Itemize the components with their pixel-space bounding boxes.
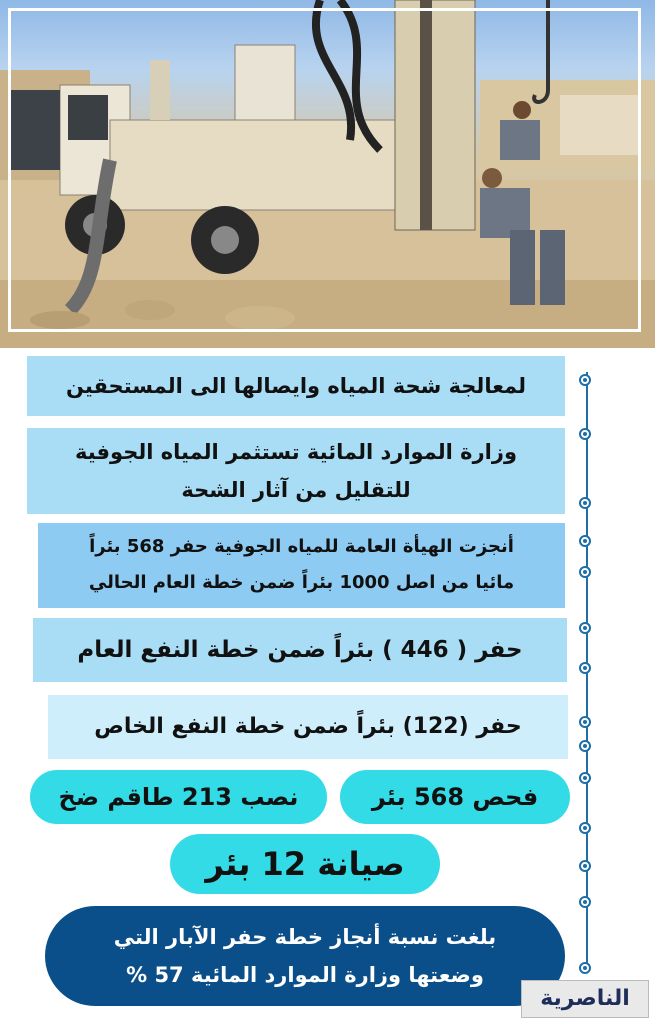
timeline-dot bbox=[579, 535, 591, 547]
public-benefit-box bbox=[33, 618, 567, 682]
private-benefit-text: حفر (122) بئراً ضمن خطة النفع الخاص bbox=[94, 714, 522, 739]
ministry-line-1: وزارة الموارد المائية تستثمر المياه الجوفية bbox=[74, 440, 517, 464]
private-benefit-box bbox=[48, 695, 568, 759]
timeline-dot bbox=[579, 662, 591, 674]
timeline-dot bbox=[579, 822, 591, 834]
timeline-dot bbox=[579, 622, 591, 634]
inspection-text: فحص 568 بئر bbox=[371, 783, 539, 811]
achievement-box bbox=[38, 523, 565, 608]
public-benefit-text: حفر ( 446 ) بئراً ضمن خطة النفع العام bbox=[77, 637, 523, 663]
timeline-dot bbox=[579, 716, 591, 728]
headline-box bbox=[27, 356, 565, 416]
pumps-text: نصب 213 طاقم ضخ bbox=[58, 783, 299, 811]
pumps-pill bbox=[30, 770, 327, 824]
timeline-dot bbox=[579, 772, 591, 784]
completion-line-1: بلغت نسبة أنجاز خطة حفر الآبار التي bbox=[113, 925, 497, 949]
inspection-pill bbox=[340, 770, 570, 824]
timeline-dot bbox=[579, 740, 591, 752]
timeline-dot bbox=[579, 860, 591, 872]
achievement-line-2: مائيا من اصل 1000 بئراً ضمن خطة العام الحالي bbox=[88, 572, 515, 593]
maintenance-pill bbox=[170, 834, 440, 894]
maintenance-text: صيانة 12 بئر bbox=[205, 845, 405, 883]
ministry-box bbox=[27, 428, 565, 514]
headline-text: لمعالجة شحة المياه وايصالها الى المستحقين bbox=[65, 374, 527, 398]
timeline-dot bbox=[579, 962, 591, 974]
timeline-dot bbox=[579, 566, 591, 578]
timeline-dot bbox=[579, 428, 591, 440]
completion-line-2: وضعتها وزارة الموارد المائية 57 % bbox=[126, 963, 484, 987]
photo-frame bbox=[8, 8, 641, 332]
timeline-dot bbox=[579, 497, 591, 509]
timeline-dot bbox=[579, 896, 591, 908]
completion-rate-box bbox=[45, 906, 565, 1006]
timeline-dot bbox=[579, 374, 591, 386]
header-photo bbox=[0, 0, 655, 348]
achievement-line-1: أنجزت الهيأة العامة للمياه الجوفية حفر 568 بئراً bbox=[89, 536, 514, 557]
logo-text: الناصرية bbox=[540, 986, 630, 1011]
ministry-line-2: للتقليل من آثار الشحة bbox=[181, 478, 411, 502]
alnasiriya-logo bbox=[521, 980, 649, 1018]
